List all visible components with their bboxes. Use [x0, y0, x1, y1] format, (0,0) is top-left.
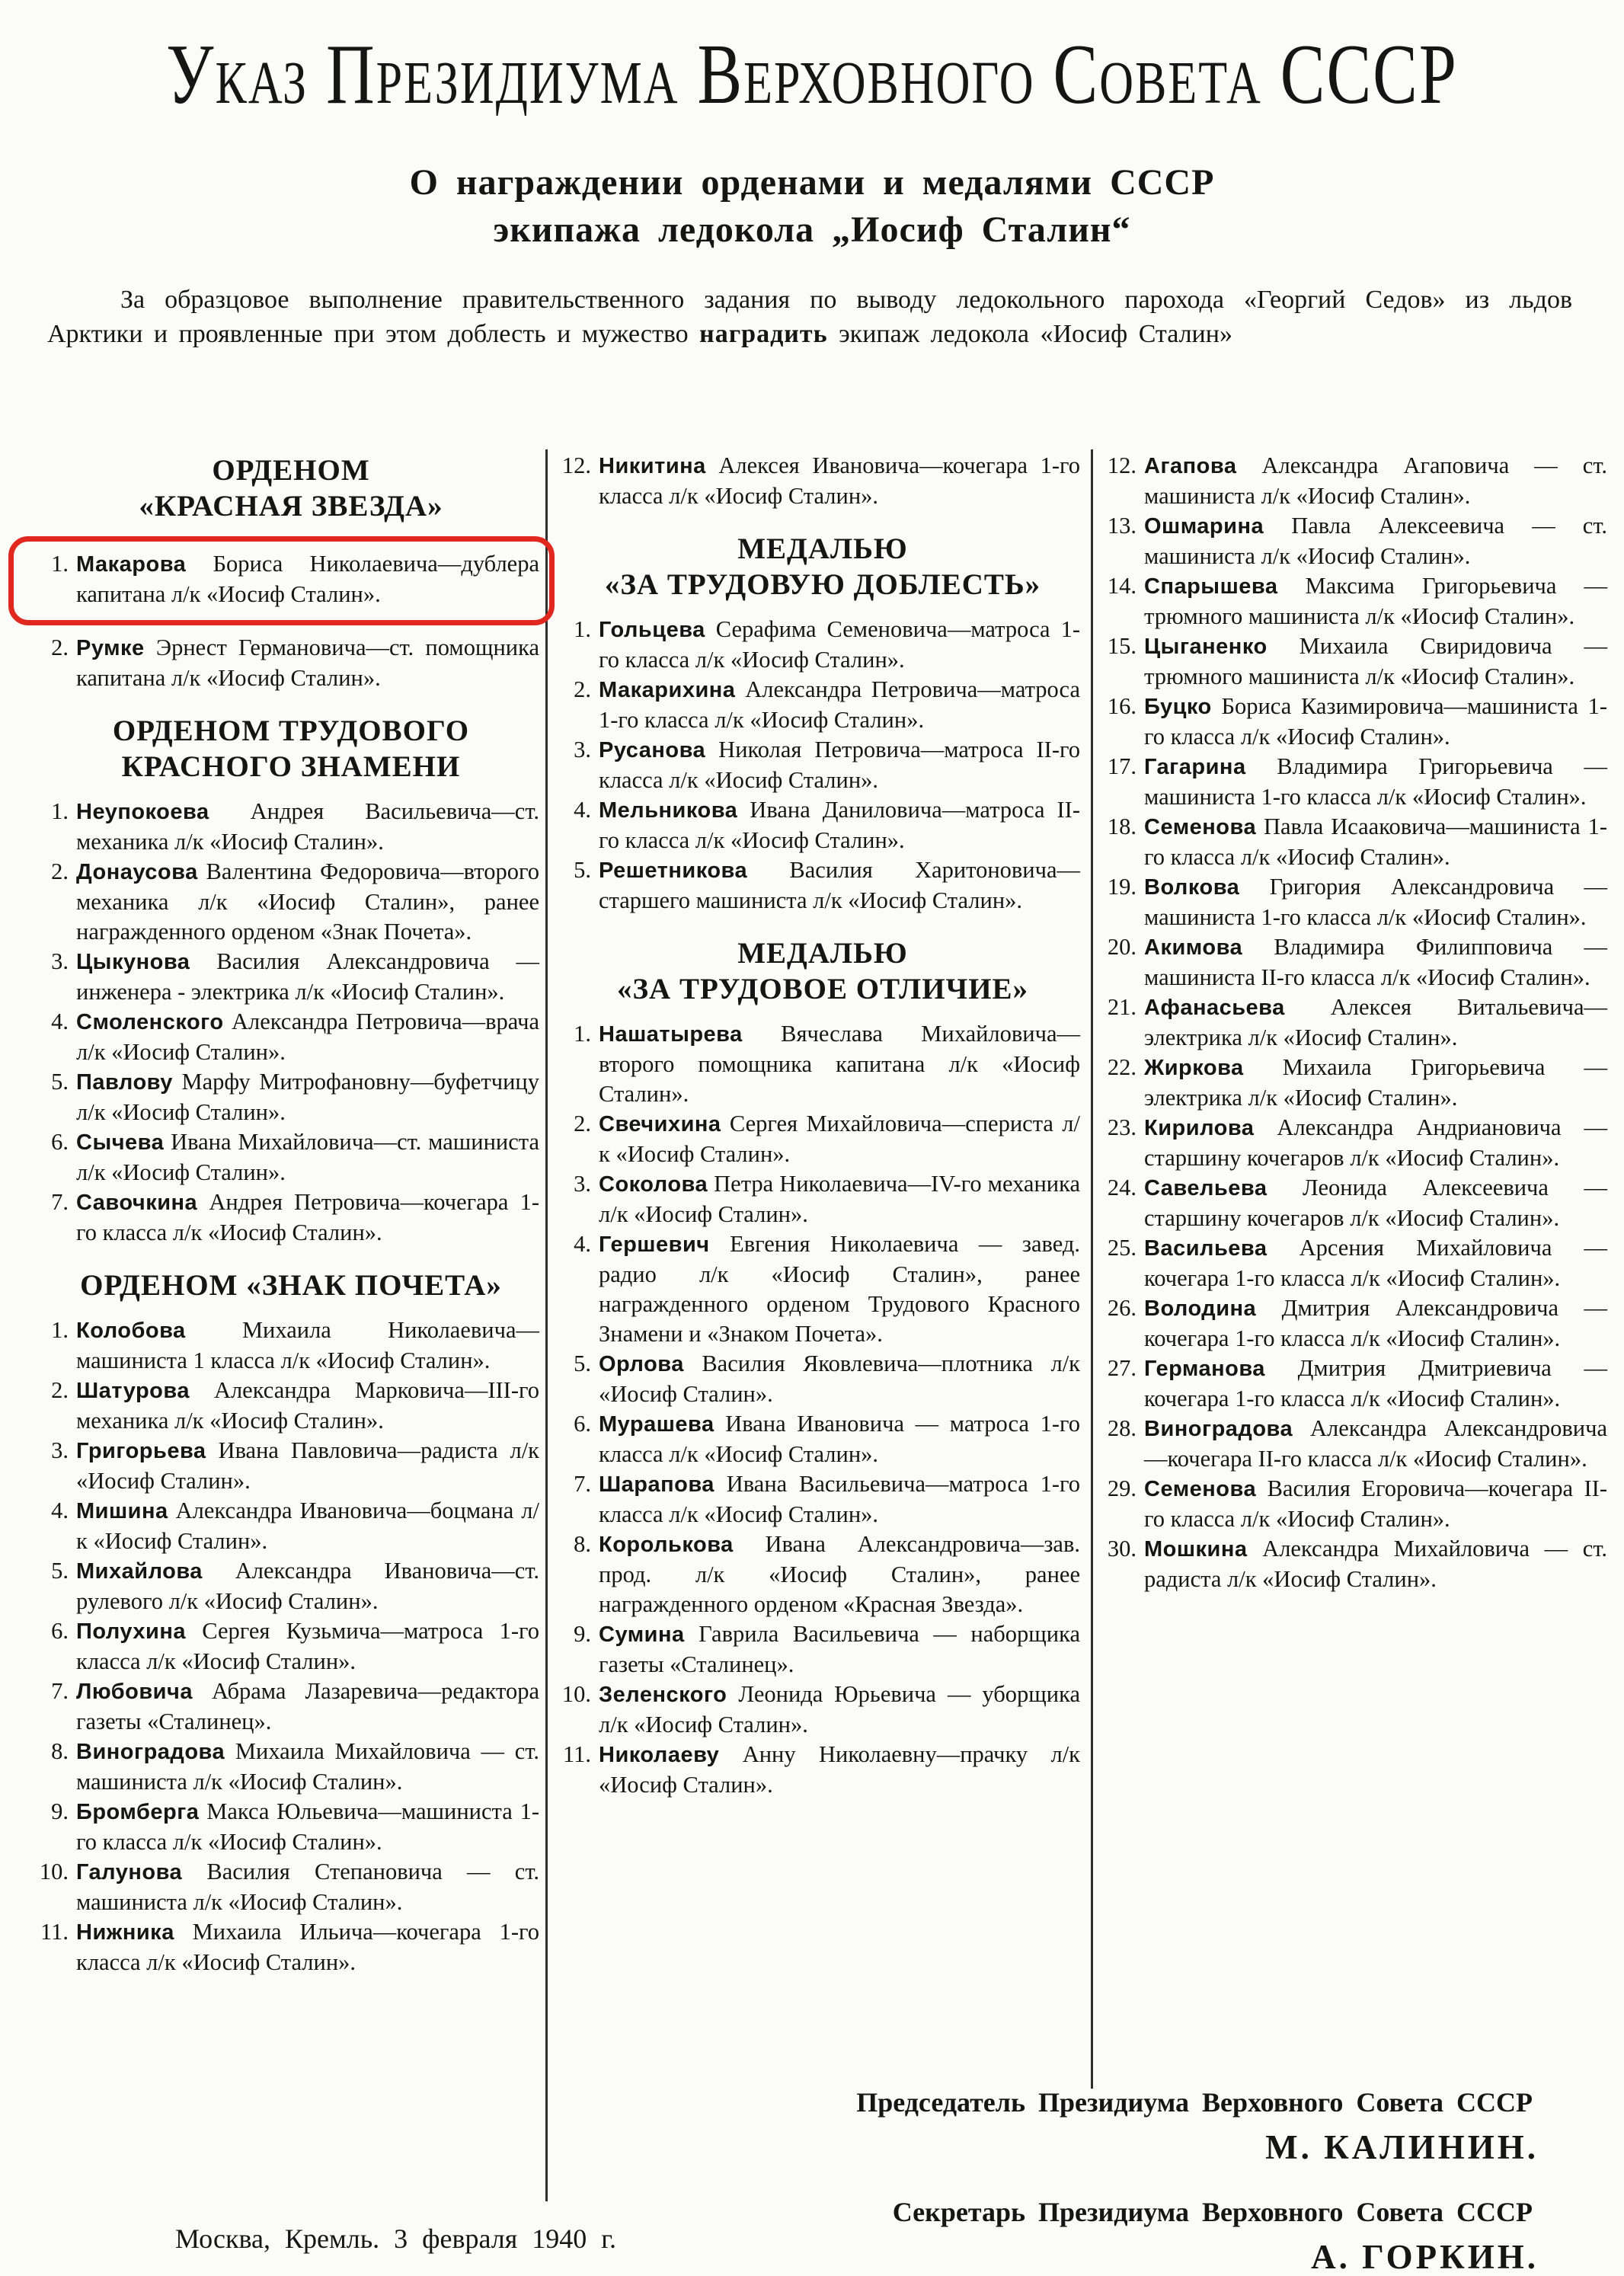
award-item: 9. Сумина Гаврила Васильевича — наборщика газеты «Сталинец».	[565, 1619, 1080, 1680]
item-number: 1.	[51, 551, 69, 577]
award-item: 4. Гершевич Евгения Николаевича — завед. радио л/к «Иосиф Сталин», ранее награжденного орденом Трудового Красного Знамени и «Знаком Почета».	[565, 1229, 1080, 1349]
award-item: 11. Нижника Михаила Ильича—кочегара 1-го класса л/к «Иосиф Сталин».	[43, 1917, 539, 1977]
awardee-surname: Афанасьева	[1144, 996, 1285, 1020]
item-number: 12.	[561, 452, 591, 478]
item-number: 3.	[574, 1171, 591, 1197]
intro-paragraph	[47, 283, 1572, 351]
award-item: 10. Зеленского Леонида Юрьевича — уборщика л/к «Иосиф Сталин».	[565, 1680, 1080, 1740]
column-3	[1107, 451, 1607, 1594]
item-number: 5.	[574, 1351, 591, 1376]
awardee-surname: Виноградова	[1144, 1417, 1293, 1441]
award-item: 1. Неупокоева Андрея Васильевича—ст. механика л/к «Иосиф Сталин».	[43, 797, 539, 857]
award-item: 3. Соколова Петра Николаевича—IV-го механика л/к «Иосиф Сталин».	[565, 1169, 1080, 1229]
award-item: 5. Михайлова Александра Ивановича—ст. рулевого л/к «Иосиф Сталин».	[43, 1556, 539, 1616]
column-divider-left	[545, 449, 548, 2201]
awardee-surname: Савочкина	[76, 1191, 198, 1215]
signature-name-gorkin: А. ГОРКИН.	[1311, 2238, 1539, 2276]
award-item: 1. Нашатырева Вячеслава Михайловича—второго помощника капитана л/к «Иосиф Сталин».	[565, 1019, 1080, 1109]
decree-title: Указ Президиума Верховного Совета СССР	[166, 27, 1458, 123]
awardee-surname: Соколова	[599, 1172, 708, 1197]
award-item: 2. Свечихина Сергея Михайловича—спериста л/к «Иосиф Сталин».	[565, 1109, 1080, 1169]
item-number: 9.	[51, 1798, 69, 1824]
award-item: 1. Колобова Михаила Николаевича—машиниста 1 класса л/к «Иосиф Сталин».	[43, 1315, 539, 1376]
item-number: 13.	[1107, 513, 1136, 539]
signature-name-kalinin: М. КАЛИНИН.	[1265, 2128, 1539, 2166]
decree-page	[0, 26, 1624, 2274]
item-number: 17.	[1107, 753, 1136, 779]
awardee-surname: Шатурова	[76, 1379, 190, 1403]
awardee-surname: Бромберга	[76, 1800, 200, 1824]
item-number: 11.	[563, 1741, 591, 1767]
award-item: 20. Акимова Владимира Филипповича — машиниста II-го класса л/к «Иосиф Сталин».	[1111, 932, 1607, 993]
award-item: 16. Буцко Бориса Казимировича—машиниста 1-го класса л/к «Иосиф Сталин».	[1111, 692, 1607, 752]
award-item: 12. Агапова Александра Агаповича — ст. машиниста л/к «Иосиф Сталин».	[1111, 451, 1607, 511]
item-number: 15.	[1107, 633, 1136, 659]
award-item: 2. Донаусова Валентина Федоровича—второго механика л/к «Иосиф Сталин», ранее награжденного орденом «Знак Почета».	[43, 857, 539, 947]
item-number: 14.	[1107, 573, 1136, 599]
award-item: 8. Королькова Ивана Александровича—зав. прод. л/к «Иосиф Сталин», ранее награжденного орденом «Красная Звезда».	[565, 1530, 1080, 1619]
item-number: 1.	[574, 616, 591, 642]
awardee-surname: Васильева	[1144, 1236, 1268, 1261]
item-number: 5.	[51, 1558, 69, 1584]
item-number: 5.	[51, 1069, 69, 1095]
awardee-surname: Григорьева	[76, 1439, 206, 1463]
item-number: 25.	[1107, 1235, 1136, 1261]
awardee-surname: Виноградова	[76, 1740, 225, 1764]
subtitle-line-1: О награждении орденами и медалями СССР	[409, 162, 1215, 203]
item-number: 7.	[574, 1471, 591, 1497]
item-number: 16.	[1107, 693, 1136, 719]
awardee-surname: Николаеву	[599, 1743, 720, 1767]
award-item: 11. Николаеву Анну Николаевну—прачку л/к «Иосиф Сталин».	[565, 1740, 1080, 1800]
item-number: 8.	[51, 1738, 69, 1764]
award-item: 19. Волкова Григория Александровича — машиниста 1-го класса л/к «Иосиф Сталин».	[1111, 872, 1607, 932]
award-item: 4. Смоленского Александра Петровича—врача л/к «Иосиф Сталин».	[43, 1007, 539, 1067]
awardee-surname: Неупокоева	[76, 800, 209, 824]
award-item: 13. Ошмарина Павла Алексеевича — ст. машиниста л/к «Иосиф Сталин».	[1111, 511, 1607, 571]
awardee-surname: Михайлова	[76, 1559, 203, 1584]
awardee-surname: Донаусова	[76, 860, 198, 884]
award-item: 14. Спарышева Максима Григорьевича — трюмного машиниста л/к «Иосиф Сталин».	[1111, 571, 1607, 631]
item-number: 21.	[1107, 994, 1136, 1020]
awardee-surname: Макарова	[76, 552, 187, 577]
awardee-surname: Решетникова	[599, 858, 748, 883]
item-number: 7.	[51, 1189, 69, 1215]
item-number: 23.	[1107, 1114, 1136, 1140]
item-number: 4.	[51, 1498, 69, 1523]
subtitle-line-2: экипажа ледокола „Иосиф Сталин“	[493, 209, 1131, 250]
item-number: 4.	[574, 797, 591, 823]
item-number: 22.	[1107, 1054, 1136, 1080]
award-item: 4. Мишина Александра Ивановича—боцмана л/к «Иосиф Сталин».	[43, 1496, 539, 1556]
item-number: 27.	[1107, 1355, 1136, 1381]
awardee-surname: Мишина	[76, 1499, 168, 1523]
item-number: 28.	[1107, 1415, 1136, 1441]
awardee-surname: Любовича	[76, 1680, 193, 1704]
award-item: 18. Семенова Павла Исааковича—машиниста 1-го класса л/к «Иосиф Сталин».	[1111, 812, 1607, 872]
awardee-surname: Семенова	[1144, 815, 1257, 839]
award-item: 27. Германова Дмитрия Дмитриевича — кочегара 1-го класса л/к «Иосиф Сталин».	[1111, 1354, 1607, 1414]
awardee-surname: Свечихина	[599, 1112, 721, 1136]
award-item: 24. Савельева Леонида Алексеевича — старшину кочегаров л/к «Иосиф Сталин».	[1111, 1173, 1607, 1233]
item-number: 1.	[51, 798, 69, 824]
awardee-surname: Русанова	[599, 738, 706, 762]
award-item: 2. Макарихина Александра Петровича—матроса 1-го класса л/к «Иосиф Сталин».	[565, 675, 1080, 735]
item-number: 6.	[574, 1411, 591, 1437]
award-item: 23. Кирилова Александра Андриановича — старшину кочегаров л/к «Иосиф Сталин».	[1111, 1113, 1607, 1173]
item-number: 11.	[40, 1919, 69, 1945]
item-number: 30.	[1107, 1536, 1136, 1562]
awardee-surname: Волкова	[1144, 875, 1240, 900]
awardee-surname: Сычева	[76, 1130, 165, 1155]
section-heading: ОРДЕНОМ «КРАСНАЯ ЗВЕЗДА»	[139, 454, 443, 523]
item-number: 4.	[574, 1231, 591, 1257]
awardee-surname: Орлова	[599, 1352, 684, 1376]
item-number: 6.	[51, 1618, 69, 1644]
award-item: 12. Никитина Алексея Ивановича—кочегара 1-го класса л/к «Иосиф Сталин».	[565, 451, 1080, 511]
awardee-surname: Макарихина	[599, 678, 736, 702]
section-heading: МЕДАЛЬЮ «ЗА ТРУДОВУЮ ДОБЛЕСТЬ»	[604, 532, 1041, 601]
item-number: 1.	[574, 1021, 591, 1047]
section-heading: ОРДЕНОМ «ЗНАК ПОЧЕТА»	[80, 1269, 502, 1302]
awardee-surname: Ошмарина	[1144, 514, 1264, 539]
item-number: 3.	[51, 1437, 69, 1463]
intro-text-after: экипаж ледокола «Иосиф Сталин»	[827, 320, 1232, 348]
item-number: 2.	[51, 635, 69, 660]
award-item: 28. Виноградова Александра Александровича—кочегара II-го класса л/к «Иосиф Сталин».	[1111, 1414, 1607, 1474]
item-number: 26.	[1107, 1295, 1136, 1321]
awardee-surname: Никитина	[599, 454, 706, 478]
item-number: 7.	[51, 1678, 69, 1704]
award-item: 6. Полухина Сергея Кузьмича—матроса 1-го класса л/к «Иосиф Сталин».	[43, 1616, 539, 1677]
award-item-highlighted: 1. Макарова Бориса Николаевича—дублера капитана л/к «Иосиф Сталин».	[8, 536, 555, 625]
award-item: 15. Цыганенко Михаила Свиридовича — трюмного машиниста л/к «Иосиф Сталин».	[1111, 631, 1607, 692]
item-number: 29.	[1107, 1475, 1136, 1501]
award-item: 3. Григорьева Ивана Павловича—радиста л/к «Иосиф Сталин».	[43, 1436, 539, 1496]
dateline: Москва, Кремль. 3 февраля 1940 г.	[175, 2223, 616, 2254]
award-item: 17. Гагарина Владимира Григорьевича — машиниста 1-го класса л/к «Иосиф Сталин».	[1111, 752, 1607, 812]
signature-role-chairman: Председатель Президиума Верховного Совета СССР	[856, 2087, 1533, 2118]
awardee-surname: Галунова	[76, 1860, 183, 1884]
award-item: 26. Володина Дмитрия Александровича — кочегара 1-го класса л/к «Иосиф Сталин».	[1111, 1293, 1607, 1354]
award-item: 4. Мельникова Ивана Даниловича—матроса II-го класса л/к «Иосиф Сталин».	[565, 795, 1080, 855]
awardee-surname: Нижника	[76, 1920, 174, 1945]
section-heading: МЕДАЛЬЮ «ЗА ТРУДОВОЕ ОТЛИЧИЕ»	[616, 937, 1029, 1005]
item-number: 4.	[51, 1009, 69, 1034]
award-item: 7. Любовича Абрама Лазаревича—редактора газеты «Сталинец».	[43, 1677, 539, 1737]
awardee-surname: Мурашева	[599, 1412, 714, 1437]
awardee-surname: Мельникова	[599, 798, 738, 823]
awardee-surname: Акимова	[1144, 935, 1243, 960]
item-number: 5.	[574, 857, 591, 883]
awardee-surname: Полухина	[76, 1619, 186, 1644]
award-item: 29. Семенова Василия Егоровича—кочегара II-го класса л/к «Иосиф Сталин».	[1111, 1474, 1607, 1534]
column-1	[39, 451, 539, 1977]
award-item: 8. Виноградова Михаила Михайловича — ст. машиниста л/к «Иосиф Сталин».	[43, 1737, 539, 1797]
awardee-surname: Германова	[1144, 1357, 1265, 1381]
awardee-surname: Жиркова	[1144, 1056, 1244, 1080]
award-item: 5. Орлова Василия Яковлевича—плотника л/к «Иосиф Сталин».	[565, 1349, 1080, 1409]
item-number: 24.	[1107, 1175, 1136, 1200]
awardee-surname: Цыкунова	[76, 950, 190, 974]
award-item: 1. Гольцева Серафима Семеновича—матроса 1-го класса л/к «Иосиф Сталин».	[565, 615, 1080, 675]
award-item: 6. Сычева Ивана Михайловича—ст. машиниста л/к «Иосиф Сталин».	[43, 1127, 539, 1188]
awardee-surname: Смоленского	[76, 1010, 224, 1034]
item-number: 10.	[561, 1681, 591, 1707]
award-item: 2. Шатурова Александра Марковича—III-го механика л/к «Иосиф Сталин».	[43, 1376, 539, 1436]
award-item: 25. Васильева Арсения Михайловича — кочегара 1-го класса л/к «Иосиф Сталин».	[1111, 1233, 1607, 1293]
awardee-surname: Румке	[76, 636, 145, 660]
awardee-surname: Володина	[1144, 1296, 1257, 1321]
award-item: 9. Бромберга Макса Юльевича—машиниста 1-го класса л/к «Иосиф Сталин».	[43, 1797, 539, 1857]
item-number: 6.	[51, 1129, 69, 1155]
item-number: 3.	[51, 948, 69, 974]
award-item: 10. Галунова Василия Степановича — ст. машиниста л/к «Иосиф Сталин».	[43, 1857, 539, 1917]
awardee-surname: Спарышева	[1144, 574, 1278, 599]
awardee-surname: Буцко	[1144, 695, 1212, 719]
award-item: 7. Шарапова Ивана Васильевича—матроса 1-го класса л/к «Иосиф Сталин».	[565, 1469, 1080, 1530]
awardee-surname: Колобова	[76, 1319, 186, 1343]
award-item: 3. Цыкунова Василия Александровича — инженера - электрика л/к «Иосиф Сталин».	[43, 947, 539, 1007]
item-number: 20.	[1107, 934, 1136, 960]
section-heading: ОРДЕНОМ ТРУДОВОГО КРАСНОГО ЗНАМЕНИ	[112, 714, 470, 783]
award-item: 6. Мурашева Ивана Ивановича — матроса 1-го класса л/к «Иосиф Сталин».	[565, 1409, 1080, 1469]
item-number: 2.	[51, 1377, 69, 1403]
award-item: 22. Жиркова Михаила Григорьевича — электрика л/к «Иосиф Сталин».	[1111, 1053, 1607, 1113]
awardee-surname: Павлову	[76, 1070, 173, 1095]
awardee-surname: Савельева	[1144, 1176, 1268, 1200]
award-item: 3. Русанова Николая Петровича—матроса II-го класса л/к «Иосиф Сталин».	[565, 735, 1080, 795]
award-item: 21. Афанасьева Алексея Витальевича—электрика л/к «Иосиф Сталин».	[1111, 993, 1607, 1053]
awardee-surname: Гагарина	[1144, 755, 1246, 779]
award-item: 5. Павлову Марфу Митрофановну—буфетчицу л/к «Иосиф Сталин».	[43, 1067, 539, 1127]
signature-role-secretary: Секретарь Президиума Верховного Совета СССР	[892, 2197, 1533, 2227]
awardee-surname: Сумина	[599, 1622, 685, 1647]
award-item: 7. Савочкина Андрея Петровича—кочегара 1-го класса л/к «Иосиф Сталин».	[43, 1188, 539, 1248]
awardee-surname: Гершевич	[599, 1232, 710, 1257]
awardee-surname: Нашатырева	[599, 1022, 743, 1047]
award-item: 30. Мошкина Александра Михайловича — ст. радиста л/к «Иосиф Сталин».	[1111, 1534, 1607, 1594]
awardee-surname: Зеленского	[599, 1683, 727, 1707]
awardee-surname: Кирилова	[1144, 1116, 1255, 1140]
signature-block	[488, 2086, 1546, 2276]
item-number: 10.	[39, 1859, 69, 1884]
awardee-surname: Шарапова	[599, 1472, 714, 1497]
awardee-surname: Агапова	[1144, 454, 1237, 478]
awardee-surname: Королькова	[599, 1533, 734, 1557]
item-number: 2.	[51, 858, 69, 884]
item-number: 8.	[574, 1531, 591, 1557]
item-number: 2.	[574, 1111, 591, 1136]
item-number: 19.	[1107, 874, 1136, 900]
item-number: 1.	[51, 1317, 69, 1343]
award-item: 2. Румке Эрнест Германовича—ст. помощника капитана л/к «Иосиф Сталин».	[43, 633, 539, 693]
item-number: 3.	[574, 737, 591, 762]
column-2	[561, 451, 1080, 1800]
awardee-surname: Гольцева	[599, 618, 705, 642]
item-number: 2.	[574, 676, 591, 702]
awardee-surname: Цыганенко	[1144, 635, 1268, 659]
item-number: 12.	[1107, 452, 1136, 478]
award-item: 5. Решетникова Василия Харитоновича—старшего машиниста л/к «Иосиф Сталин».	[565, 855, 1080, 916]
item-number: 18.	[1107, 814, 1136, 839]
intro-text-before: За образцовое выполнение правительственного задания по выводу ледокольного парохода «Георгий Седов» из льдов Арктики и проявленные при этом доблесть и мужество	[47, 286, 1572, 348]
item-number: 9.	[574, 1621, 591, 1647]
awardee-surname: Мошкина	[1144, 1537, 1248, 1562]
intro-bold-word: наградить	[699, 320, 828, 348]
decree-subtitle	[0, 159, 1624, 254]
awardee-surname: Семенова	[1144, 1477, 1257, 1501]
